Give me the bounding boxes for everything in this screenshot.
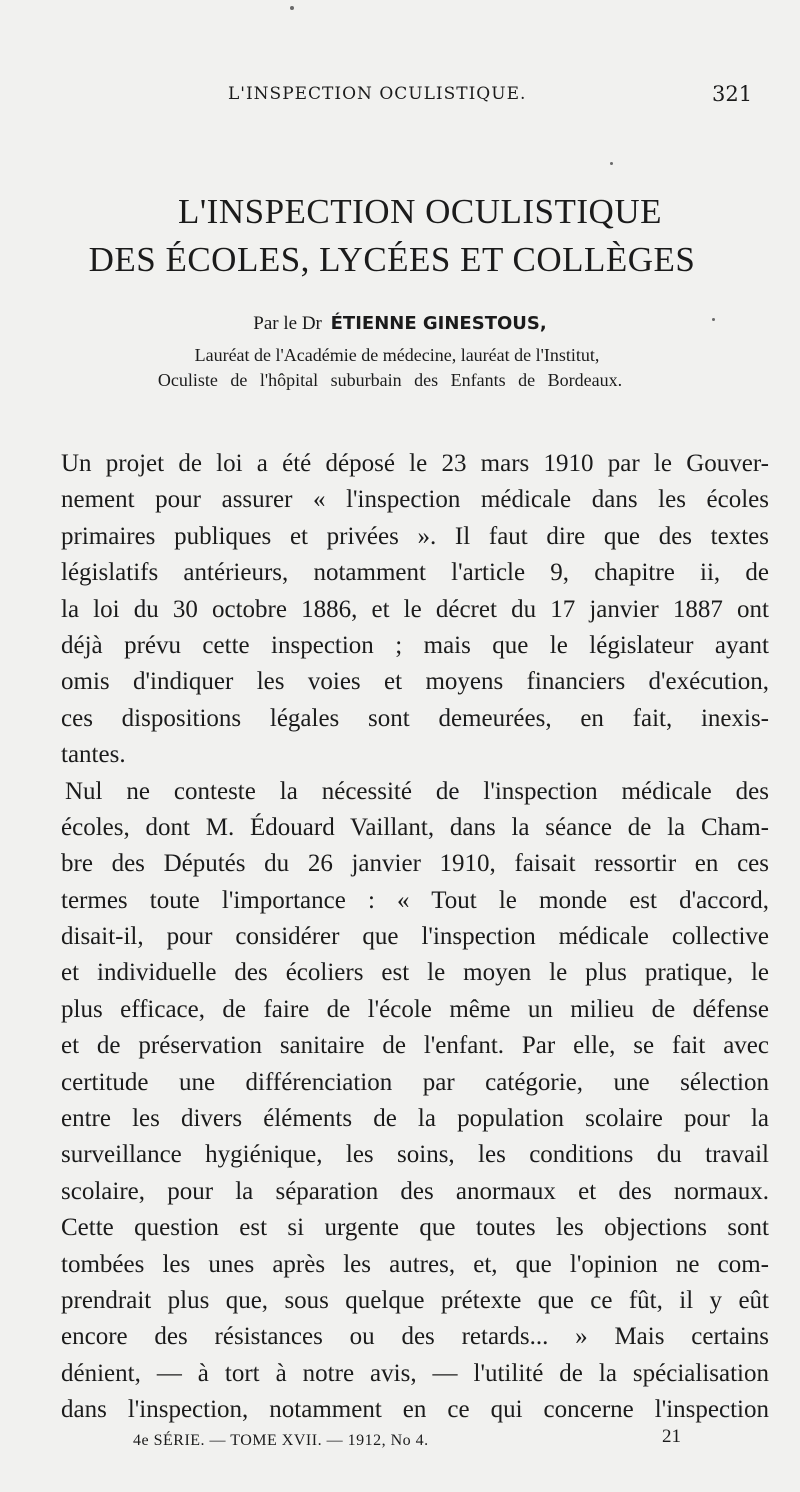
body-line: dans l'inspection, notamment en ce qui concerne l'inspection (61, 1396, 769, 1424)
body-line: la loi du 30 octobre 1886, et le décret du 17 janvier 1887 ont (61, 595, 769, 623)
author-affiliation-2: Oculiste de l'hôpital suburbain des Enfants de Bordeaux. (157, 370, 623, 390)
body-line: entre les divers éléments de la population scolaire pour la (61, 1105, 769, 1133)
body-line: et de préservation sanitaire de l'enfant. Par elle, se fait avec (61, 1032, 769, 1060)
body-line: Un projet de loi a été déposé le 23 mars 1910 par le Gouver- (61, 450, 769, 477)
body-line: plus efficace, de faire de l'école même un milieu de défense (61, 995, 769, 1023)
body-line: ces dispositions légales sont demeurées, en fait, inexis- (61, 704, 769, 732)
body-line: Cette question est si urgente que toutes les objections sont (61, 1214, 769, 1242)
body-line: surveillance hygiénique, les soins, les conditions du travail (61, 1141, 769, 1169)
running-head-title: L'INSPECTION OCULISTIQUE. (228, 84, 527, 104)
author-name: ÉTIENNE GINESTOUS, (330, 313, 547, 334)
body-line: nement pour assurer « l'inspection médicale dans les écoles (61, 486, 769, 514)
body-line: déjà prévu cette inspection ; mais que le législateur ayant (61, 631, 769, 659)
body-line: législatifs antérieurs, notamment l'article 9, chapitre ii, de (61, 559, 769, 587)
print-speck (290, 6, 294, 10)
running-head (0, 84, 800, 114)
body-line: prendrait plus que, sous quelque prétexte que ce fût, il y eût (61, 1286, 769, 1314)
print-speck (610, 162, 613, 165)
footer-series-info: 4e SÉRIE. — TOME XVII. — 1912, No 4. (133, 1432, 429, 1449)
body-line: Nul ne conteste la nécessité de l'inspection médicale des (65, 777, 769, 805)
body-line: et individuelle des écoliers est le moyen le plus pratique, le (61, 959, 769, 987)
body-line: termes toute l'importance : « Tout le monde est d'accord, (61, 886, 769, 914)
print-speck (712, 318, 715, 321)
body-line: encore des résistances ou des retards... » Mais certains (61, 1323, 769, 1351)
byline-prefix: Par le Dr (253, 313, 322, 334)
body-line: scolaire, pour la séparation des anormaux et des normaux. (61, 1177, 769, 1205)
body-line: omis d'indiquer les voies et moyens financiers d'exécution, (61, 668, 769, 696)
body-line: tantes. (61, 741, 126, 769)
body-line: dénient, — à tort à notre avis, — l'utilité de la spécialisation (61, 1359, 769, 1387)
page-footer (0, 1426, 800, 1456)
article-title-line-1: L'INSPECTION OCULISTIQUE (178, 192, 662, 231)
page-number: 321 (712, 82, 753, 106)
article-body (61, 446, 769, 1429)
body-line: certitude une différenciation par catégorie, une sélection (61, 1068, 769, 1096)
article-title-line-2: DES ÉCOLES, LYCÉES ET COLLÈGES (88, 240, 696, 279)
body-line: tombées les unes après les autres, et, que l'opinion ne com- (61, 1250, 769, 1278)
body-line: primaires publiques et privées ». Il faut dire que des textes (61, 522, 769, 550)
signature-mark: 21 (662, 1426, 681, 1447)
byline (0, 313, 800, 335)
author-affiliation-1: Lauréat de l'Académie de médecine, lauréat de l'Institut, (194, 345, 600, 365)
body-line: disait-il, pour considérer que l'inspection médicale collective (61, 923, 769, 951)
body-line: écoles, dont M. Édouard Vaillant, dans la séance de la Cham- (61, 813, 769, 841)
body-line: bre des Députés du 26 janvier 1910, faisait ressortir en ces (61, 850, 769, 878)
